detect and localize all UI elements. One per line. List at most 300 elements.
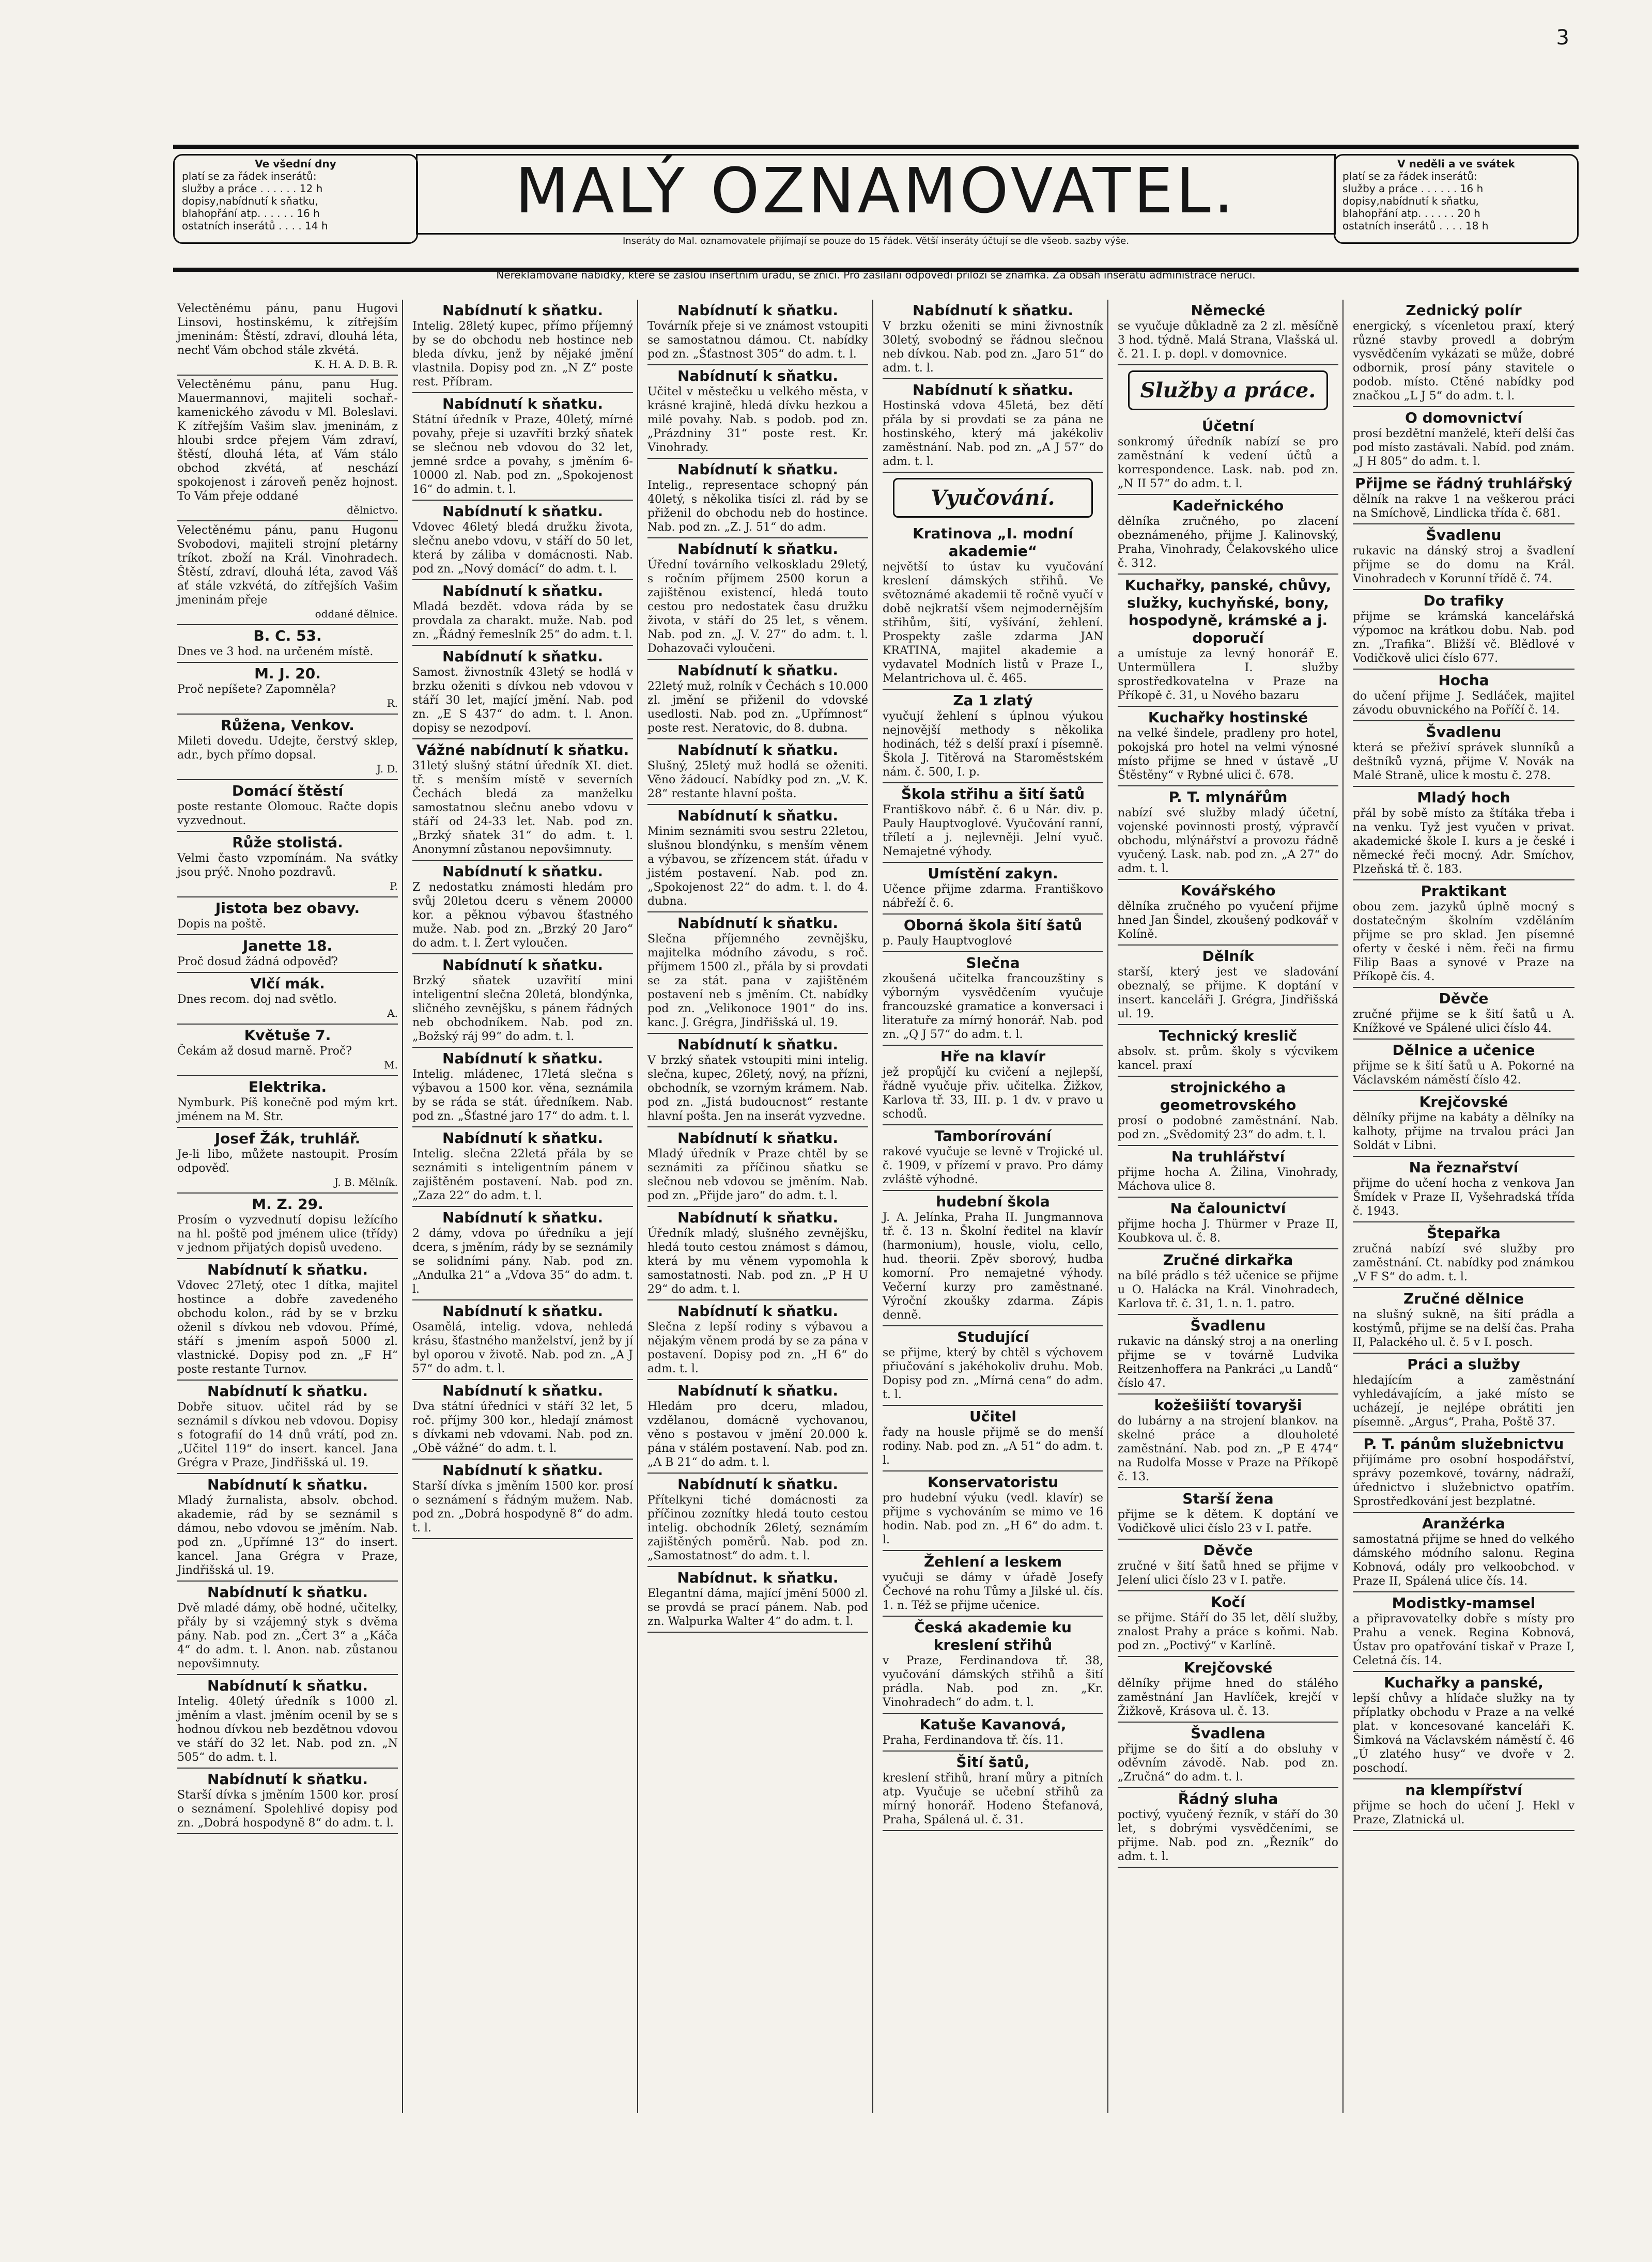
ad-text: 22letý muž, rolník v Čechách s 10.000 zl. jmění se přiženil do vdovské usedlosti. Nab. pod zn. „Upřímnost“ poste rest. Neratovic, do 8. dubna. — [647, 680, 868, 735]
classified-ad — [177, 1128, 398, 1194]
ad-heading: Krejčovské — [1419, 1093, 1508, 1110]
ad-text: Velectěnému pánu, panu Hug. Mauermannovi, majiteli sochař.-kamenického závodu v Ml. Boleslavi. K zítřejším Vašim slav. jmeninám, z hloubi srdce přejem Vám zdraví, štěstí, dlouhá léta, ať Vám stálo obchod zkvétá, ať neschází spokojenost i zároveň peněz hojnost. To Vám přeje oddané — [177, 378, 398, 503]
ad-heading: Modistky-mamsel — [1392, 1594, 1536, 1612]
classified-ad — [647, 300, 868, 365]
ad-heading: Nabídnutí k sňatku. — [677, 1209, 839, 1226]
price-line: služby a práce . . . . . . 12 h — [182, 182, 323, 195]
ad-text: Slečna příjemného zevnějšku, majitelka módního závodu, s roč. příjmem 1500 zl., přála by si provdati se za stát. pana v zajištěném postavení neb s jměním. Ct. nabídky pod zn. „Velikonoce 1901“ do ins. kanc. J. Grégra, Jindřišská ul. 19. — [647, 933, 868, 1029]
ad-text: a umístuje za levný honorář E. Untermüllera I. služby sprostředkovatelna v Praze na Příkopě č. 31, u Nového bazaru — [1118, 647, 1338, 702]
ad-text: která se přeživí správek slunníků a deštníků vyzná, přijme V. Novák na Malé Straně, ulice k mostu č. 278. — [1353, 741, 1574, 782]
column-5 — [1114, 300, 1344, 2113]
column-1 — [173, 300, 403, 2113]
classified-ad — [1353, 670, 1574, 721]
price-box-heading: V neděli a ve svátek — [1397, 158, 1515, 170]
page-subtitle: Inseráty do Mal. oznamovatele přijímají se pouze do 15 řádek. Větší inseráty účtují se dle všeob. sazby výše. — [622, 236, 1130, 246]
ad-text: V brzký sňatek vstoupiti mini intelig. slečna, kupec, 26letý, nový, na přízni, obchodník, se vzorným krámem. Nab. pod zn. „Jistá budoucnost“ restante hlavní pošta. Jen na inserát vyzvedne. — [647, 1054, 868, 1123]
classified-ad — [177, 1076, 398, 1128]
classified-ad — [412, 580, 633, 646]
classified-ad — [883, 379, 1103, 473]
classified-ad — [412, 739, 633, 861]
ad-heading: M. J. 20. — [254, 665, 321, 682]
ad-heading: Mladý hoch — [1417, 789, 1510, 806]
ad-text: Dva státní úředníci v stáří 32 let, 5 roč. příjmy 300 kor., hledají známost s dívkami neb vdovami. Nab. pod zn. „Obě vážné“ do adm. t. l. — [412, 1400, 633, 1455]
ad-heading: Účetní — [1201, 417, 1255, 435]
classified-ad — [647, 805, 868, 912]
classified-ad — [883, 1714, 1103, 1752]
classified-ad — [1118, 1723, 1338, 1788]
classified-ad — [1353, 1157, 1574, 1222]
ad-heading: Růžena, Venkov. — [221, 717, 354, 734]
ad-heading: strojnického a geometrovského — [1160, 1079, 1296, 1113]
ad-text: Dopis na poště. — [177, 918, 267, 931]
ad-signature: M. — [384, 1059, 398, 1071]
classified-ad — [412, 1300, 633, 1380]
ad-signature: J. B. Mělník. — [334, 1176, 398, 1188]
ad-heading: Žehlení a leskem — [923, 1553, 1062, 1570]
ad-text: Státní úředník v Praze, 40letý, mírné povahy, přeje si uzavříti brzký sňatek se slečnou neb vdovou do 32 let, jemné srdce a povahy, s jměním 6-10000 zl. Nab. pod zn. „Spokojenost 16“ do admin. t. l. — [412, 413, 633, 496]
classified-ad — [883, 952, 1103, 1046]
ad-text: Starší dívka s jměním 1500 kor. prosí o seznámení. Spolehlivé dopisy pod zn. „Dobrá hospodyně 8“ do adm. t. l. — [177, 1789, 398, 1830]
ad-signature: J. D. — [377, 763, 398, 775]
price-line: dopisy,nabídnutí k sňatku, — [1342, 195, 1479, 207]
ad-heading: Švadlena — [1191, 1725, 1265, 1742]
classified-ad — [412, 501, 633, 580]
classified-ad — [1353, 524, 1574, 590]
ad-text: jež propůjčí ku cvičení a nejlepší, řádně vyučuje přiv. učitelka. Žižkov, Karlova tř. 33, III. p. 1 dv. v pravo u schodů. — [883, 1066, 1103, 1121]
ad-text: rakové vyučuje se levně v Trojické ul. č. 1909, v přízemí v pravo. Pro dámy zvláště výhodné. — [883, 1145, 1103, 1186]
ad-heading: Starší žena — [1182, 1490, 1274, 1507]
ad-text: J. A. Jelínka, Praha II. Jungmannova tř. č. 13 n. Školní ředitel na klavír (harmonium), housle, violu, cello, hud. theorii. Zpěv sborový, hudba komorní. Pro nemajetné výhody. Večerní kurzy pro zaměstnané. Výroční zkoušky zdarma. Zápis denně. — [883, 1211, 1103, 1322]
classified-ad — [1353, 1672, 1574, 1779]
ad-text: na velké šindele, pradleny pro hotel, pokojská pro hotel na velmi výnosné místo přijme se hned v ústavě „U Štěstěny“ v Rybné ulici č. 678. — [1118, 727, 1338, 782]
classified-ad — [177, 973, 398, 1025]
ad-text: přijme se krámská kancelářská výpomoc na krátkou dobu. Nab. pod zn. „Trafika“. Bližší vč. Blědlové v Vodičkově ulici číslo 677. — [1353, 610, 1574, 665]
price-box-weekday — [173, 154, 418, 244]
ad-heading: Nabídnutí k sňatku. — [442, 503, 604, 520]
ad-heading: Nabídnutí k sňatku. — [442, 648, 604, 665]
ad-heading: Nabídnutí k sňatku. — [207, 1584, 368, 1601]
classified-ad — [647, 1474, 868, 1567]
ad-text: přijme se k dětem. K doptání ve Vodičkově ulici číslo 23 v I. patře. — [1118, 1508, 1338, 1535]
ad-text: Čekám až dosud marně. Proč? — [177, 1045, 352, 1058]
ad-heading: Elektrika. — [248, 1078, 327, 1095]
ad-text: Intelig. 40letý úředník s 1000 zl. jměním a vlast. jměním ocenil by se s hodnou dívkou neb bezdětnou vdovou ve stáří do 32 let. Nab. pod zn. „N 505“ do adm. t. l. — [177, 1695, 398, 1764]
ad-heading: Nabídnut. k sňatku. — [677, 1569, 839, 1586]
price-line: platí se za řádek inserátů: — [1342, 170, 1477, 182]
classified-ad — [883, 1551, 1103, 1617]
ad-heading: Studující — [957, 1328, 1029, 1345]
ad-heading: Nabídnutí k sňatku. — [207, 1677, 368, 1694]
ad-text: samostatná přijme se hned do velkého dámského módního salonu. Regina Kobnová, odály pro velkoobchod. v Praze II, Spálená ulice čís. 14. — [1353, 1533, 1574, 1588]
ad-text: dělníka zručného, po zlacení obeznámeného, přijme J. Kalinovský, Praha, Vinohrady, Čelakovského ulice č. 312. — [1118, 515, 1338, 570]
ad-heading: Děvče — [1439, 990, 1489, 1007]
classified-ad — [177, 521, 398, 625]
classified-ad — [647, 1300, 868, 1380]
ad-heading: Nabídnutí k sňatku. — [442, 1462, 604, 1479]
classified-ad — [412, 1460, 633, 1539]
ad-heading: Dělnice a učenice — [1392, 1042, 1535, 1059]
ad-heading: Štepařka — [1427, 1225, 1501, 1242]
classified-ad — [1353, 473, 1574, 524]
ad-text: obou zem. jazyků úplně mocný s dostatečným školním vzděláním přijme se pro sklad. Jen písemné oferty v české i něm. řeči na firmu Filip Baas a synové v Praze na Příkopě čís. 4. — [1353, 901, 1574, 983]
classified-ad — [647, 365, 868, 459]
classified-ad — [1353, 787, 1574, 880]
classified-ad — [1118, 1315, 1338, 1395]
ad-text: poste restante Olomouc. Račte dopis vyzvednout. — [177, 800, 398, 827]
ad-heading: Josef Žák, truhlář. — [214, 1130, 361, 1147]
ad-text: největší to ústav ku vyučování kreslení dámských střihů. Ve světoznámé akademii tě ročně vyučí v době nejkratší všem nejmodernějším střihům, šití, vyšívání, žehlení. Prospekty zašle zdarma JAN KRATINA, majitel akademie a vydavatel Modních listů v Praze I., Melantrichova ul. č. 465. — [883, 561, 1103, 685]
ad-heading: Květuše 7. — [244, 1027, 331, 1044]
section-heading: Vyučování. — [893, 478, 1093, 518]
ad-heading: Nabídnutí k sňatku. — [677, 540, 839, 557]
ad-text: poctivý, vyučený řezník, v stáří do 30 let, s dobrými vysvědčeními, se přijme. Nab. pod zn. „Řezník“ do adm. t. l. — [1118, 1808, 1338, 1863]
classified-ad — [1118, 786, 1338, 880]
ad-text: 31letý slušný státní úředník XI. diet. tř. s menším místě v severních Čechách bledá za manželku samostatnou slečnu anebo vdovu v stáří od 24-33 let. Nab. pod zn. „Brzký sňatek 31“ do adm. t. l. Anonymní zůstanou nepovšimnuty. — [412, 760, 633, 856]
classified-ad — [1118, 1025, 1338, 1077]
classified-ad — [883, 915, 1103, 952]
classified-ad — [1118, 707, 1338, 786]
ad-heading: Oborná škola šití šatů — [903, 917, 1083, 934]
ad-text: do učení přijme J. Sedláček, majitel závodu obuvnického na Poříčí č. 14. — [1353, 690, 1574, 717]
classified-ad — [177, 1769, 398, 1834]
classified-ad — [1353, 590, 1574, 670]
classified-ad — [1353, 1354, 1574, 1433]
ad-text: nabízí své služby mladý účetní, vojenské povinnosti prostý, výpravčí obchodu, mlýnářství a provozu řádně vyučený. Lask. nab. pod zn. „A 27“ do adm. t. l. — [1118, 807, 1338, 875]
classified-ad — [1118, 415, 1338, 495]
ad-heading: Hocha — [1438, 672, 1489, 689]
classified-ad — [883, 523, 1103, 690]
ad-text: Učitel v městečku u velkého města, v krásné krajině, hledá dívku hezkou a milé povahy. Nab. s podob. pod zn. „Prázdniny 31“ poste rest. Kr. Vinohrady. — [647, 385, 868, 454]
classified-ad — [177, 1675, 398, 1769]
ad-text: na slušný sukně, na šití prádla a kostýmů, přijme se na delší čas. Praha II, Palackého ul. č. 5 v I. posch. — [1353, 1308, 1574, 1349]
ad-heading: Nabídnutí k sňatku. — [207, 1476, 368, 1493]
ad-heading: Do trafiky — [1423, 592, 1504, 609]
ad-text: 2 dámy, vdova po úředníku a její dcera, s jměním, rády by se seznámily se solidními pány. Nab. pod zn. „Andulka 21“ a „Vdova 35“ do adm. t. l. — [412, 1227, 633, 1296]
classified-ad — [1353, 1091, 1574, 1157]
classified-ad — [647, 1207, 868, 1300]
ad-text: v Praze, Ferdinandova tř. 38, vyučování dámských střihů a šití prádla. Nab. pod zn. „Kr. Vinohradech“ do adm. t. l. — [883, 1654, 1103, 1709]
ad-signature: oddané dělnice. — [315, 608, 398, 620]
classified-ad — [883, 1471, 1103, 1551]
classified-ad — [1353, 1222, 1574, 1288]
classified-ad — [883, 783, 1103, 863]
ad-heading: Kratinova „I. modní akademie“ — [913, 525, 1073, 560]
ad-text: Mileti dovedu. Udejte, čerstvý sklep, adr., bych přímo dopsal. — [177, 735, 398, 762]
ad-heading: Německé — [1191, 302, 1265, 319]
ad-text: p. Pauly Hauptvoglové — [883, 935, 1012, 948]
price-box-sunday — [1334, 154, 1579, 244]
classified-ad — [1118, 1591, 1338, 1657]
ad-text: Minim seznámiti svou sestru 22letou, slušnou blondýnku, s menším věnem a výbavou, se zřízencem stát. úřadu v jistém postavení. Nab. pod zn. „Spokojenost 22“ do adm. t. l. do 4. dubna. — [647, 825, 868, 908]
ad-heading: Kočí — [1211, 1593, 1245, 1610]
classified-ad — [1353, 1592, 1574, 1672]
ad-heading: Nabídnutí k sňatku. — [207, 1383, 368, 1400]
ad-text: zručné v šití šatů hned se přijme v Jelení ulici číslo 23 v I. patře. — [1118, 1560, 1338, 1587]
ad-heading: Nabídnutí k sňatku. — [677, 1303, 839, 1320]
ad-heading: Nabídnutí k sňatku. — [442, 1303, 604, 1320]
classified-ad — [647, 459, 868, 538]
ad-heading: Za 1 zlatý — [953, 692, 1033, 709]
classified-ad — [1353, 1433, 1574, 1513]
classified-ad — [647, 1380, 868, 1474]
page-number: 3 — [1556, 26, 1569, 50]
ad-heading: Nabídnutí k sňatku. — [677, 1129, 839, 1147]
ad-text: Vdovec 27letý, otec 1 dítka, majitel hostince a dobře zavedeného obchodu kolon., rád by se v brzku oženil s dívkou neb vdovou. Přímé, stáří s jmením aspoň 5000 zl. vlastnické. Dopisy pod zn. „F H“ poste restante Turnov. — [177, 1279, 398, 1376]
ad-text: přijme hocha A. Žilina, Vinohrady, Máchova ulice 8. — [1118, 1166, 1338, 1193]
classified-ad — [1118, 1249, 1338, 1315]
ad-text: vyučují žehlení s úplnou výukou nejnovější methody s několika hodinách, též s delší praxí i písemně. Škola J. Titěrová na Staroměstském nám. č. 500, I. p. — [883, 710, 1103, 779]
ad-text: Mladý žurnalista, absolv. obchod. akademie, rád by se seznámil s dámou, nebo vdovou se jměním. Nab. pod zn. „Upřímné 13“ do insert. kancel. Jana Grégra v Praze, Jindřišská ul. 19. — [177, 1494, 398, 1577]
ad-heading: B. C. 53. — [253, 627, 322, 644]
ad-heading: Škola střihu a šití šatů — [901, 785, 1085, 802]
ad-text: kreslení střihů, hraní můry a pitních atp. Vyučuje se učební střihů za mírný honorář. Hodeno Štefanová, Praha, Spálená ul. č. 31. — [883, 1772, 1103, 1826]
classified-ad — [1118, 1198, 1338, 1249]
ad-signature: A. — [387, 1007, 398, 1019]
ad-heading: Kuchařky, panské, chůvy, služky, kuchyňské, bony, hospodyně, krámské a j. doporučí — [1124, 577, 1332, 646]
ad-text: Nymburk. Píš konečně pod mým krt. jménem na M. Str. — [177, 1096, 398, 1123]
column-2 — [408, 300, 638, 2113]
classified-ad — [1118, 575, 1338, 707]
ad-text: Intelig. mládenec, 17letá slečna s výbavou a 1500 kor. věna, seznámila by se ráda se stát. úředníkem. Nab. pod zn. „Šťastné jaro 17“ do adm. t. l. — [412, 1068, 633, 1123]
classified-ad — [412, 646, 633, 739]
ad-signature: dělnictvo. — [347, 504, 398, 516]
ad-text: přijímáme pro osobní hospodářství, správy pozemkové, továrny, nádraží, úřednictvo i služebnictvo opatřím. Sprostředkování jest bezplatné. — [1353, 1453, 1574, 1508]
ad-text: Elegantní dáma, mající jmění 5000 zl. se provdá se prací pánem. Nab. pod zn. Walpurka Walter 4“ do adm. t. l. — [647, 1587, 868, 1628]
ad-text: pro hudební výuku (vedl. klavír) se přijme s vychováním se mimo ve 16 hodin. Nab. pod zn. „H 6“ do adm. t. l. — [883, 1492, 1103, 1546]
ad-heading: Technický kreslič — [1159, 1027, 1298, 1044]
ad-heading: Jistota bez obavy. — [215, 900, 360, 917]
ad-text: Dnes recom. doj nad světlo. — [177, 993, 337, 1006]
ad-heading: hudební škola — [936, 1193, 1050, 1210]
ad-heading: Na řeznařství — [1409, 1159, 1519, 1176]
classified-ad — [1118, 1657, 1338, 1723]
classified-ad — [883, 1326, 1103, 1406]
classified-ad — [1353, 1513, 1574, 1592]
ad-text: Dnes ve 3 hod. na určeném místě. — [177, 645, 374, 658]
ad-text: přijme se hoch do učení J. Hekl v Praze, Zlatnická ul. — [1353, 1800, 1574, 1826]
classified-ad — [1353, 721, 1574, 787]
ad-heading: Nabídnutí k sňatku. — [207, 1261, 368, 1278]
ad-text: přijme se do šití a do obsluhy v oděvním závodě. Nab. pod zn. „Zručná“ do adm. t. l. — [1118, 1743, 1338, 1784]
ad-text: starší, který jest ve sladování obeznalý, se přijme. K doptání v insert. kanceláři J. Grégra, Jindřišská ul. 19. — [1118, 966, 1338, 1020]
ad-heading: Na truhlářství — [1171, 1148, 1285, 1165]
ad-heading: Nabídnutí k sňatku. — [207, 1771, 368, 1788]
classified-ad — [1118, 495, 1338, 575]
ad-heading: Janette 18. — [242, 937, 333, 954]
ad-text: dělníky přijme na kabáty a dělníky na kalhoty, přijme na trvalou práci Jan Soldát v Libni. — [1353, 1111, 1574, 1152]
classified-ad — [177, 1194, 398, 1259]
ad-text: Starší dívka s jměním 1500 kor. prosí o seznámení s řádným mužem. Nab. pod zn. „Dobrá hospodyně 8“ do adm. t. l. — [412, 1480, 633, 1535]
ad-text: absolv. st. prům. školy s výcvikem kancel. praxí — [1118, 1045, 1338, 1072]
classified-ad — [883, 1406, 1103, 1471]
classified-ad — [1118, 1540, 1338, 1591]
price-line: blahopřání atp. . . . . . 16 h — [182, 207, 320, 220]
ad-heading: Kuchařky a panské, — [1384, 1674, 1543, 1691]
classified-ad — [412, 1048, 633, 1127]
ad-heading: Zručné dirkařka — [1163, 1251, 1293, 1268]
ad-signature: P. — [390, 880, 398, 892]
ad-text: lepší chůvy a hlídače služky na ty příplatky obchodu v Praze a na velké plat. v koncesované kanceláři K. Šimková na Václavském náměstí č. 46 „Ú zlatého husy“ ve dvoře v 2. poschodí. — [1353, 1692, 1574, 1775]
ad-heading: Kadeřnického — [1172, 497, 1284, 514]
classified-ad — [177, 832, 398, 897]
price-line: dopisy,nabídnutí k sňatku, — [182, 195, 318, 207]
ad-heading: Nabídnutí k sňatku. — [442, 1382, 604, 1399]
classified-ad — [177, 897, 398, 935]
classified-ad — [177, 1582, 398, 1675]
ad-heading: Nabídnutí k sňatku. — [677, 1476, 839, 1493]
classified-ad — [177, 780, 398, 832]
ad-text: do lubárny a na strojení blankov. na skelné práce a dlouholeté zaměstnání. Nab. pod zn. „P E 474“ na Rudolfa Mosse v Praze na Příkopě č. 13. — [1118, 1415, 1338, 1483]
notice: Nereklamované nabídky, které se zašlou insertním úřadu, se zničí. Pro zasílání odpovědí přiloží se známka. Za obsah inserátů administrace neručí. — [496, 269, 1256, 281]
classified-ad — [1353, 988, 1574, 1040]
classified-ad — [177, 1474, 398, 1582]
classified-ad — [883, 690, 1103, 783]
page-title: MALÝ OZNAMOVATEL. — [416, 154, 1336, 235]
ad-text: přál by sobě místo za štítáka třeba i na venku. Tyž jest vyučen v privat. akademické škole I. kurs a je české i německé řeči mocný. Adr. Smíchov, Plzeňská tř. č. 183. — [1353, 807, 1574, 876]
ad-heading: Děvče — [1203, 1542, 1253, 1559]
ad-text: Je-li libo, můžete nastoupit. Prosím odpověď. — [177, 1148, 398, 1175]
ad-heading: Aranžérka — [1422, 1515, 1505, 1532]
ad-text: Vdovec 46letý bledá družku života, slečnu anebo vdovu, v stáří do 50 let, která by záliba v domácnosti. Nab. pod zn. „Nový domácí“ do adm. t. l. — [412, 521, 633, 576]
classified-ad — [1353, 1779, 1574, 1831]
ad-heading: Nabídnutí k sňatku. — [912, 302, 1074, 319]
ad-text: Velmi často vzpomínám. Na svátky jsou prýč. Nnoho pozdravů. — [177, 852, 398, 879]
classified-ad — [412, 1207, 633, 1300]
ad-text: Praha, Ferdinandova tř. čís. 11. — [883, 1734, 1064, 1747]
ad-heading: Nabídnutí k sňatku. — [677, 807, 839, 824]
ad-heading: Růže stolistá. — [232, 834, 343, 851]
ad-heading: Učitel — [969, 1408, 1016, 1425]
ad-heading: Nabídnutí k sňatku. — [912, 381, 1074, 398]
ad-text: Intelig. 28letý kupec, přímo příjemný by se do obchodu neb hostince neb bleda dívku, jenž by nějaké jmění vlastnila. Dopisy pod zn. „N Z“ poste rest. Příbram. — [412, 320, 633, 389]
ad-text: řady na housle přijmě se do menší rodiny. Nab. pod zn. „A 51“ do adm. t. l. — [883, 1426, 1103, 1467]
ad-text: přijme do učení hocha z venkova Jan Šmídek v Praze II, Vyšehradská třída č. 1943. — [1353, 1177, 1574, 1218]
ad-text: zkoušená učitelka francouzštiny s výborným vysvědčením vyučuje francouzské gramatice a konversaci i literatuře za mírný honorář. Nab. pod zn. „Q J 57“ do adm. t. l. — [883, 972, 1103, 1041]
ad-heading: Nabídnutí k sňatku. — [677, 1382, 839, 1399]
ad-heading: Praktikant — [1421, 882, 1507, 900]
classified-ad — [1353, 880, 1574, 988]
ad-heading: P. T. mlynářům — [1168, 788, 1288, 805]
classified-ad — [1118, 1488, 1338, 1540]
ad-text: Samost. živnostník 43letý se hodlá v brzku oženiti s dívkou neb vdovou v stáří 30 let, mající jmění. Nab. pod zn. „E S 437“ do adm. t. l. Anon. dopisy se nezodpoví. — [412, 666, 633, 735]
ad-heading: Švadlenu — [1426, 526, 1502, 544]
ad-text: na bílé prádlo s též učenice se přijme u O. Halácka na Král. Vinohradech, Karlova tř. č. 31, 1. n. 1. patro. — [1118, 1269, 1338, 1310]
ad-text: a připravovatelky dobře s místy pro Prahu a venek. Regina Kobnová, Ústav pro opatřování tiskař v Praze I, Celetná čís. 14. — [1353, 1613, 1574, 1667]
ad-text: Proč nepíšete? Zapomněla? — [177, 683, 336, 696]
ad-heading: Nabídnutí k sňatku. — [442, 1050, 604, 1067]
ad-signature: K. H. A. D. B. R. — [314, 358, 398, 370]
ad-text: Hledám pro dceru, mladou, vzdělanou, domácně vychovanou, věno s postavou v jmění 20.000 k. pána v stálém postavení. Nab. pod zn. „A B 21“ do adm. t. l. — [647, 1400, 868, 1469]
classified-ad — [883, 1191, 1103, 1326]
ad-text: Intelig., representace schopný pán 40letý, s několika tisíci zl. rád by se přiženil do obchodu neb do hostince. Nab. pod zn. „Z. J. 51“ do adm. — [647, 479, 868, 534]
ad-text: se přijme, který by chtěl s výchovem přiučování s jakéhokoliv druhu. Mob. Dopisy pod zn. „Mírná cena“ do adm. t. l. — [883, 1346, 1103, 1401]
ad-heading: kožešiiští tovaryši — [1154, 1397, 1302, 1414]
ad-text: hledajícím a zaměstnání vyhledávajícím, a jaké místo se ucházejí, je nejlépe obrátiti jen písemně. „Argus“, Praha, Poště 37. — [1353, 1374, 1574, 1429]
classified-ad — [647, 739, 868, 805]
ad-heading: Přijme se řádný truhlářský — [1355, 475, 1572, 492]
ad-text: prosí o podobné zaměstnání. Nab. pod zn. „Svědomitý 23“ do adm. t. l. — [1118, 1114, 1338, 1141]
classified-ad — [1118, 1077, 1338, 1146]
ad-text: Mladý úředník v Praze chtěl by se seznámiti za příčinou sňatku se slečnou neb vdovou se jměním. Nab. pod zn. „Přijde jaro“ do adm. t. l. — [647, 1148, 868, 1202]
classified-ad — [177, 625, 398, 663]
classified-ad — [647, 912, 868, 1034]
ad-heading: Krejčovské — [1183, 1659, 1273, 1676]
classified-ad — [177, 935, 398, 973]
classified-ad — [1118, 1788, 1338, 1868]
ad-text: Slušný, 25letý muž hodlá se oženiti. Věno žádoucí. Nabídky pod zn. „V. K. 28“ restante hlavní pošta. — [647, 760, 868, 800]
ad-heading: Nabídnutí k sňatku. — [677, 461, 839, 478]
ad-heading: Hře na klavír — [940, 1048, 1046, 1065]
price-line: ostatních inserátů . . . . 18 h — [1342, 220, 1489, 232]
classified-ad — [177, 1259, 398, 1381]
classified-ad — [177, 376, 398, 521]
ad-text: dělníky přijme hned do stálého zaměstnání Jan Havlíček, krejčí v Žižkově, Krásova ul. č. 13. — [1118, 1677, 1338, 1718]
ad-heading: Nabídnutí k sňatku. — [442, 582, 604, 599]
classified-ad — [1353, 300, 1574, 407]
classified-ad — [883, 1752, 1103, 1831]
classified-ad — [412, 954, 633, 1048]
ad-heading: Umístění zakyn. — [928, 865, 1058, 882]
ad-columns — [173, 300, 1579, 2113]
ad-heading: Vážné nabídnutí k sňatku. — [416, 741, 629, 758]
classified-ad — [647, 660, 868, 739]
ad-text: Brzký sňatek uzavřití mini inteligentní slečna 20letá, blondýnka, sličného zevnějšku, s pánem řádných neb obchodníkem. Nab. pod zn. „Božský ráj 99“ do adm. t. l. — [412, 974, 633, 1043]
ad-text: energický, s vícenletou praxí, který různé stavby provedl a dobrým vysvědčením vykázati se může, dobré odbornik, prosí pány stavitele o podob. místo. Ctěné nabídky pod značkou „L J 5“ do adm. t. l. — [1353, 320, 1574, 402]
ad-text: Přítelkyni tiché domácnosti za příčinou zoznítky hledá touto cestou intelig. obchodník 26letý, seznámím zajištěných poměrů. Nab. pod zn. „Samostatnost“ do adm. t. l. — [647, 1494, 868, 1562]
price-box-heading: Ve všední dny — [255, 158, 336, 170]
classified-ad — [1118, 300, 1338, 365]
ad-heading: Nabídnutí k sňatku. — [442, 302, 604, 319]
ad-text: rukavic na dánský stroj a na onerling přijme se v továrně Ludvika Reitzenhoffera na Pankráci „u Landů“ číslo 47. — [1118, 1335, 1338, 1390]
ad-heading: Nabídnutí k sňatku. — [677, 1036, 839, 1053]
ad-heading: Domácí štěstí — [231, 782, 344, 799]
classified-ad — [177, 715, 398, 780]
ad-text: Z nedostatku známosti hledám pro svůj 20letou dceru s věnem 20000 kor. a pěknou výbavou šťastného muže. Nab. pod zn. „Brzký 20 Jaro“ do adm. t. l. Žert vyloučen. — [412, 881, 633, 950]
ad-heading: Česká akademie ku kreslení střihů — [914, 1619, 1072, 1653]
ad-heading: Na čalounictví — [1170, 1200, 1286, 1217]
classified-ad — [412, 1380, 633, 1460]
classified-ad — [177, 1381, 398, 1474]
ad-text: se vyučuje důkladně za 2 zl. měsíčně 3 hod. týdně. Malá Strana, Vlašská ul. č. 21. I. p. dopl. v domovnice. — [1118, 320, 1338, 361]
column-6 — [1349, 300, 1579, 2113]
ad-signature: R. — [387, 697, 398, 709]
classified-ad — [647, 1567, 868, 1633]
classified-ad — [412, 393, 633, 501]
classified-ad — [177, 300, 398, 376]
ad-heading: Kuchařky hostinské — [1148, 709, 1308, 726]
ad-heading: Nabídnutí k sňatku. — [442, 1129, 604, 1147]
ad-heading: Konservatoristu — [928, 1474, 1058, 1491]
ad-text: přijme se k šití šatů u A. Pokorné na Václavském náměstí číslo 42. — [1353, 1060, 1574, 1087]
ad-text: rukavic na dánský stroj a švadlení přijme se do domu na Král. Vinohradech v Korunní třídě č. 74. — [1353, 545, 1574, 585]
ad-text: V brzku oženiti se mini živnostník 30letý, svobodný se řádnou slečnou neb dívkou. Nab. pod zn. „Jaro 51“ do adm. t. l. — [883, 320, 1103, 375]
ad-heading: Nabídnutí k sňatku. — [442, 1209, 604, 1226]
ad-heading: Šití šatů, — [956, 1754, 1030, 1771]
section-heading: Služby a práce. — [1128, 370, 1328, 410]
ad-heading: P. T. pánům služebnictvu — [1363, 1435, 1564, 1452]
classified-ad — [1353, 407, 1574, 473]
ad-heading: Kovářského — [1180, 882, 1276, 899]
classified-ad — [883, 300, 1103, 379]
classified-ad — [1118, 880, 1338, 946]
ad-text: Učence přijme zdarma. Františkovo nábřeží č. 6. — [883, 883, 1103, 910]
ad-text: Velectěnému pánu, panu Hugovi Linsovi, hostinskému, k zítřejším jmeninám: Štěstí, zdraví, dlouhá léta, nechť Vám obchod stále zkvétá. — [177, 302, 398, 357]
ad-heading: Švadlenu — [1426, 723, 1502, 740]
ad-text: dělník na rakve 1 na veškerou práci na Smíchově, Lindlicka třída č. 681. — [1353, 493, 1574, 520]
ad-heading: Práci a služby — [1407, 1356, 1520, 1373]
classified-ad — [647, 538, 868, 660]
ad-text: Mladá bezdět. vdova ráda by se provdala za charakt. muže. Nab. pod zn. „Řádný řemeslník 25“ do adm. t. l. — [412, 600, 633, 641]
